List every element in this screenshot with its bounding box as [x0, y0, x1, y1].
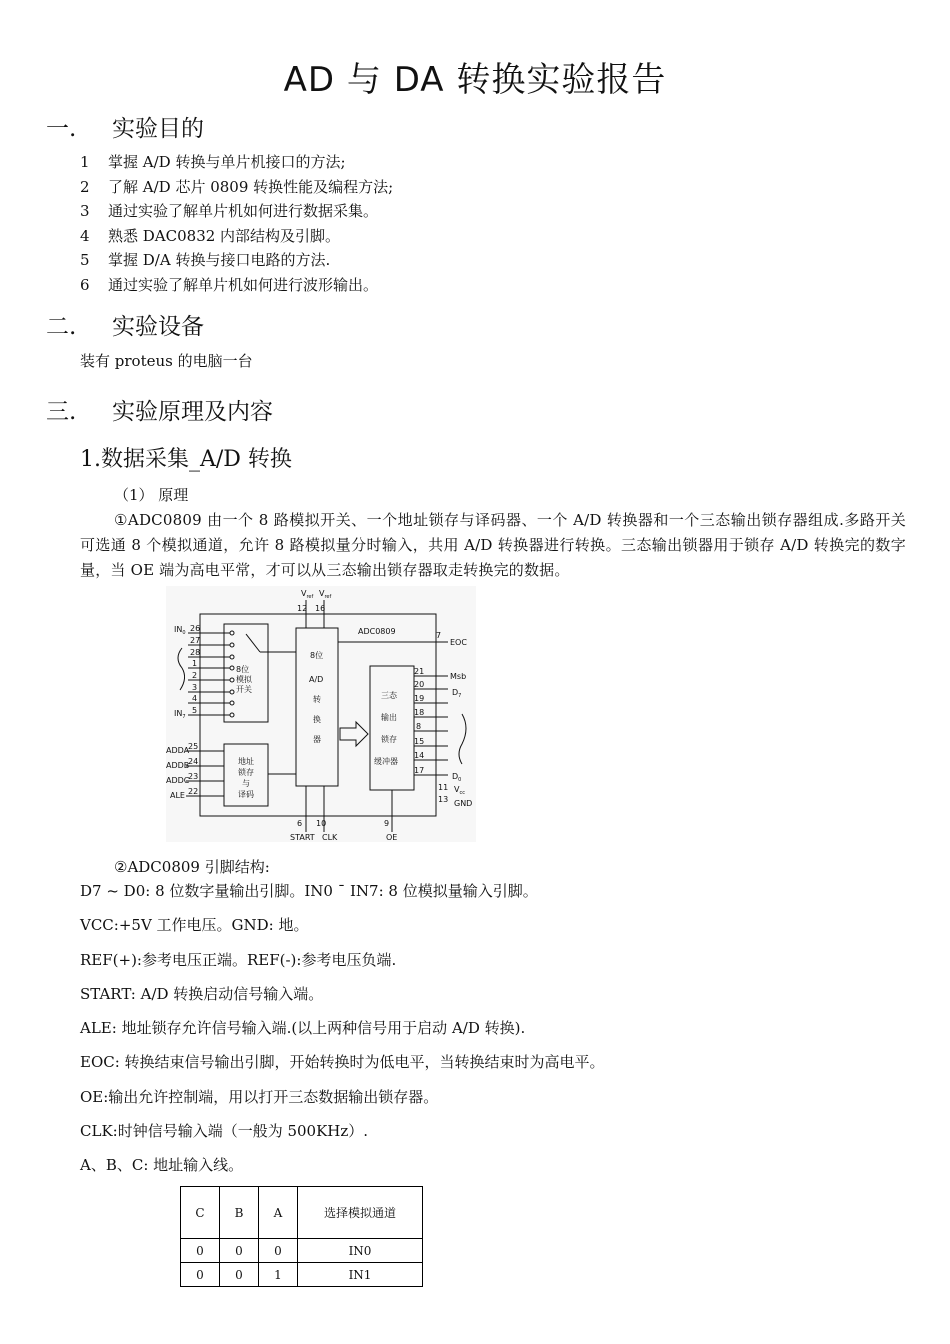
pin-number: 28 [190, 648, 201, 657]
adc-label: A/D [309, 675, 324, 684]
table-cell: IN1 [298, 1263, 423, 1287]
svg-text:6: 6 [297, 819, 303, 828]
svg-text:ADDA: ADDA [166, 746, 190, 755]
section-heading-2: 二. 实验设备 [46, 314, 204, 340]
objective-item: 3 通过实验了解单片机如何进行数据采集。 [80, 202, 379, 221]
objective-list [80, 150, 393, 298]
table-header: B [220, 1187, 259, 1239]
table-header: 选择模拟通道 [298, 1187, 423, 1239]
msb-label: Msb [450, 672, 467, 681]
svg-text:19: 19 [414, 694, 425, 703]
pin-description: VCC:+5V 工作电压。GND: 地。 [80, 916, 309, 935]
d7-label: $D_7$ [452, 688, 462, 699]
table-cell: 0 [181, 1239, 220, 1263]
table-cell: 1 [259, 1263, 298, 1287]
svg-text:15: 15 [414, 737, 425, 746]
svg-text:START: START [290, 833, 315, 842]
svg-text:OE: OE [386, 833, 398, 842]
svg-text:20: 20 [414, 680, 425, 689]
address-label: 地址 [238, 757, 254, 766]
table-header: C [181, 1187, 220, 1239]
section-heading-1: 一. 实验目的 [46, 116, 204, 142]
svg-text:ALE: ALE [170, 791, 185, 800]
svg-text:9: 9 [384, 819, 390, 828]
svg-text:23: 23 [188, 772, 199, 781]
latch-label: 三态 [381, 691, 397, 700]
svg-text:ADDB: ADDB [166, 761, 190, 770]
subsection-heading: 1.数据采集_A/D 转换 [80, 447, 292, 472]
pin-number: 2 [192, 671, 198, 680]
svg-text:CLK: CLK [322, 833, 338, 842]
pin-number: 26 [190, 624, 201, 633]
pin-description: EOC: 转换结束信号输出引脚，开始转换时为低电平，当转换结束时为高电平。 [80, 1053, 605, 1072]
objective-item: 1 掌握 A/D 转换与单片机接口的方法; [80, 153, 346, 171]
principle-paragraph: ①ADC0809 由一个 8 路模拟开关、一个地址锁存与译码器、一个 A/D 转换器和一个三态输出锁存器组成.多路开关可选通 8 个模拟通道，允许 8 路模拟量分时输入，共用 A/D 转换器进行转换。三态输出锁器用于锁存 A/D 转换完的数字量，当 OE 端为高电平常，才可以从三态输出锁存器取走转换完的数据。 [80, 511, 906, 579]
objective-item: 5 掌握 D/A 转换与接口电路的方法. [80, 251, 331, 270]
svg-text:10: 10 [316, 819, 327, 828]
svg-text:8: 8 [416, 722, 422, 731]
mux-label: 开关 [236, 685, 252, 694]
mux-label: 8位 [236, 665, 250, 674]
vref-plus-label: $V_{ref}$ [301, 589, 314, 600]
latch-label: 缓冲器 [374, 757, 398, 766]
adc-label: 换 [313, 715, 321, 724]
d0-label: $D_0$ [452, 772, 462, 783]
in7-label: $IN_7$ [174, 709, 186, 720]
svg-text:ADDC: ADDC [166, 776, 190, 785]
table-row [181, 1239, 423, 1263]
address-label: 与 [242, 779, 250, 788]
pin-number: 11 [438, 783, 449, 792]
svg-text:17: 17 [414, 766, 425, 775]
latch-label: 输出 [381, 713, 397, 722]
pin-number: 12 [297, 604, 308, 613]
pin-number: 3 [192, 683, 198, 692]
address-label: 译码 [238, 790, 254, 799]
mux-label: 模拟 [236, 675, 252, 684]
channel-select-table [180, 1186, 423, 1287]
svg-text:18: 18 [414, 708, 425, 717]
pin-number: 13 [438, 795, 449, 804]
pin-description: ALE: 地址锁存允许信号输入端.(以上两种信号用于启动 A/D 转换). [80, 1019, 526, 1038]
document-title: AD 与 DA 转换实验报告 [283, 60, 667, 100]
adc-label: 8位 [310, 651, 324, 660]
chip-name: ADC0809 [358, 627, 396, 636]
vref-minus-label: $V_{ref}$ [319, 589, 332, 600]
address-label: 锁存 [238, 768, 254, 777]
latch-label: 锁存 [381, 735, 397, 744]
pin-description: CLK:时钟信号输入端（一般为 500KHz）. [80, 1122, 369, 1141]
section-heading-3: 三. 实验原理及内容 [46, 399, 273, 425]
figure-background [166, 586, 476, 842]
pin-description: REF(+):参考电压正端。REF(-):参考电压负端. [80, 950, 397, 969]
pin-description-list [80, 880, 605, 1189]
adc-label: 器 [313, 735, 321, 744]
table-header: A [259, 1187, 298, 1239]
svg-text:25: 25 [188, 742, 199, 751]
svg-text:24: 24 [188, 757, 199, 766]
objective-item: 6 通过实验了解单片机如何进行波形输出。 [80, 275, 379, 294]
svg-text:14: 14 [414, 751, 425, 760]
pin-number: 27 [190, 636, 201, 645]
table-cell: 0 [220, 1239, 259, 1263]
pin-number: 5 [192, 706, 198, 715]
adc-label: 转 [313, 695, 321, 704]
pin-description: OE:输出允许控制端，用以打开三态数据输出锁存器。 [80, 1087, 439, 1106]
pin-number: 16 [315, 604, 326, 613]
table-row [181, 1263, 423, 1287]
objective-item: 2 了解 A/D 芯片 0809 转换性能及编程方法; [80, 177, 394, 196]
principle-label: （1） 原理 [114, 486, 189, 504]
pin-number: 4 [192, 694, 198, 703]
pin-description: A、B、C: 地址输入线。 [80, 1156, 244, 1175]
table-cell: 0 [181, 1263, 220, 1287]
eoc-label: EOC [450, 638, 467, 647]
table-header-row [181, 1187, 423, 1239]
in0-label: $IN_0$ [174, 625, 186, 636]
gnd-label: GND [454, 799, 473, 808]
pin-number: 7 [436, 631, 442, 640]
vcc-label: $V_{cc}$ [454, 785, 465, 796]
svg-text:21: 21 [414, 667, 425, 676]
adc0809-block-diagram [166, 586, 476, 842]
pin-structure-title: ②ADC0809 引脚结构: [114, 858, 270, 876]
table-cell: IN0 [298, 1239, 423, 1263]
pin-description: D7 ~ D0: 8 位数字量输出引脚。IN0 ¯ IN7: 8 位模拟量输入引脚。 [80, 882, 538, 900]
table-cell: 0 [259, 1239, 298, 1263]
pin-description: START: A/D 转换启动信号输入端。 [80, 984, 324, 1003]
pin-number: 1 [192, 659, 198, 668]
equipment-text: 装有 proteus 的电脑一台 [80, 352, 253, 370]
objective-item: 4 熟悉 DAC0832 内部结构及引脚。 [80, 226, 341, 245]
svg-text:22: 22 [188, 787, 199, 796]
table-cell: 0 [220, 1263, 259, 1287]
